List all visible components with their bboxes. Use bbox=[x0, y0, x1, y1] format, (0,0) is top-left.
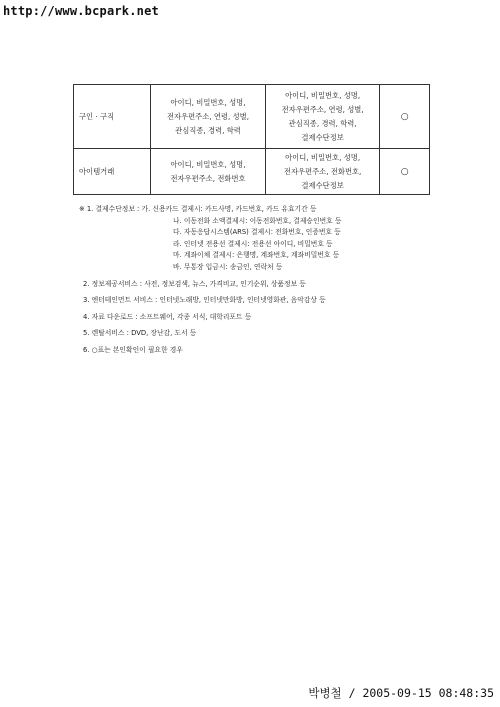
note-subitem: 마. 계좌이체 결제시: 은행명, 계좌번호, 계좌비밀번호 등 bbox=[173, 251, 340, 260]
note-item: 6. ○표는 본인확인이 필요한 경우 bbox=[83, 345, 183, 354]
personal-info-table bbox=[73, 84, 430, 195]
cell-line: 전자우편주소, 연령, 성별, bbox=[281, 104, 364, 114]
note-item: 3. 엔터테인먼트 서비스 : 인터넷노래방, 인터넷만화방, 인터넷영화관, 음악감상 등 bbox=[83, 296, 326, 305]
cell-line: 아이디, 비밀번호, 성명, bbox=[170, 97, 246, 107]
table-row bbox=[74, 149, 430, 195]
verification-mark-cell: ○ bbox=[380, 85, 430, 149]
cell-line: 관심직종, 경력, 학력 bbox=[175, 125, 241, 135]
required-info-cell bbox=[151, 85, 266, 149]
collected-info-cell bbox=[265, 149, 380, 195]
note-item: 2. 정보제공서비스 : 사전, 정보검색, 뉴스, 가격비교, 인기순위, 상품정보 등 bbox=[83, 279, 306, 288]
cell-line: 관심직종, 경력, 학력, bbox=[288, 118, 357, 128]
note-subitem: 나. 이동전화 소액결제시: 이동전화번호, 결제승인번호 등 bbox=[173, 216, 342, 225]
note-item: ※ 1. 결제수단정보 : 가. 신용카드 결제시: 카드사명, 카드번호, 카드 유효기간 등 bbox=[79, 205, 317, 213]
note-subitem: 라. 인터넷 전용선 결제시: 전용선 아이디, 비밀번호 등 bbox=[173, 239, 333, 248]
note-subitem: 바. 무통장 입금시: 송금인, 연락처 등 bbox=[173, 262, 283, 271]
cell-line: 결제수단정보 bbox=[301, 132, 344, 142]
note-subitem: 다. 자동응답시스템(ARS) 결제시: 전화번호, 인증번호 등 bbox=[173, 228, 341, 237]
required-info-cell bbox=[151, 149, 266, 195]
cell-line: 결제수단정보 bbox=[301, 180, 344, 190]
cell-line: 전자우편주소, 전화번호, bbox=[283, 166, 362, 176]
collected-info-cell bbox=[265, 85, 380, 149]
service-name-cell: 구인 · 구직 bbox=[74, 85, 151, 149]
cell-line: 아이디, 비밀번호, 성명, bbox=[170, 159, 246, 169]
note-item: 5. 렌탈서비스 : DVD, 장난감, 도서 등 bbox=[83, 329, 197, 338]
service-name-cell: 아이템거래 bbox=[74, 149, 151, 195]
verification-mark-cell: ○ bbox=[380, 149, 430, 195]
footnotes bbox=[79, 204, 439, 357]
table-row bbox=[74, 85, 430, 149]
author-timestamp: 박병철 / 2005-09-15 08:48:35 bbox=[308, 686, 494, 700]
note-item: 4. 자료 다운로드 : 소프트웨어, 각종 서식, 대학리포트 등 bbox=[83, 312, 252, 321]
cell-line: 아이디, 비밀번호, 성명, bbox=[285, 152, 361, 162]
cell-line: 전자우편주소, 연령, 성별, bbox=[166, 111, 250, 121]
url-watermark: http://www.bcpark.net bbox=[3, 4, 159, 18]
cell-line: 아이디, 비밀번호, 성명, bbox=[285, 90, 361, 100]
cell-line: 전자우편주소, 전화번호 bbox=[170, 173, 246, 183]
